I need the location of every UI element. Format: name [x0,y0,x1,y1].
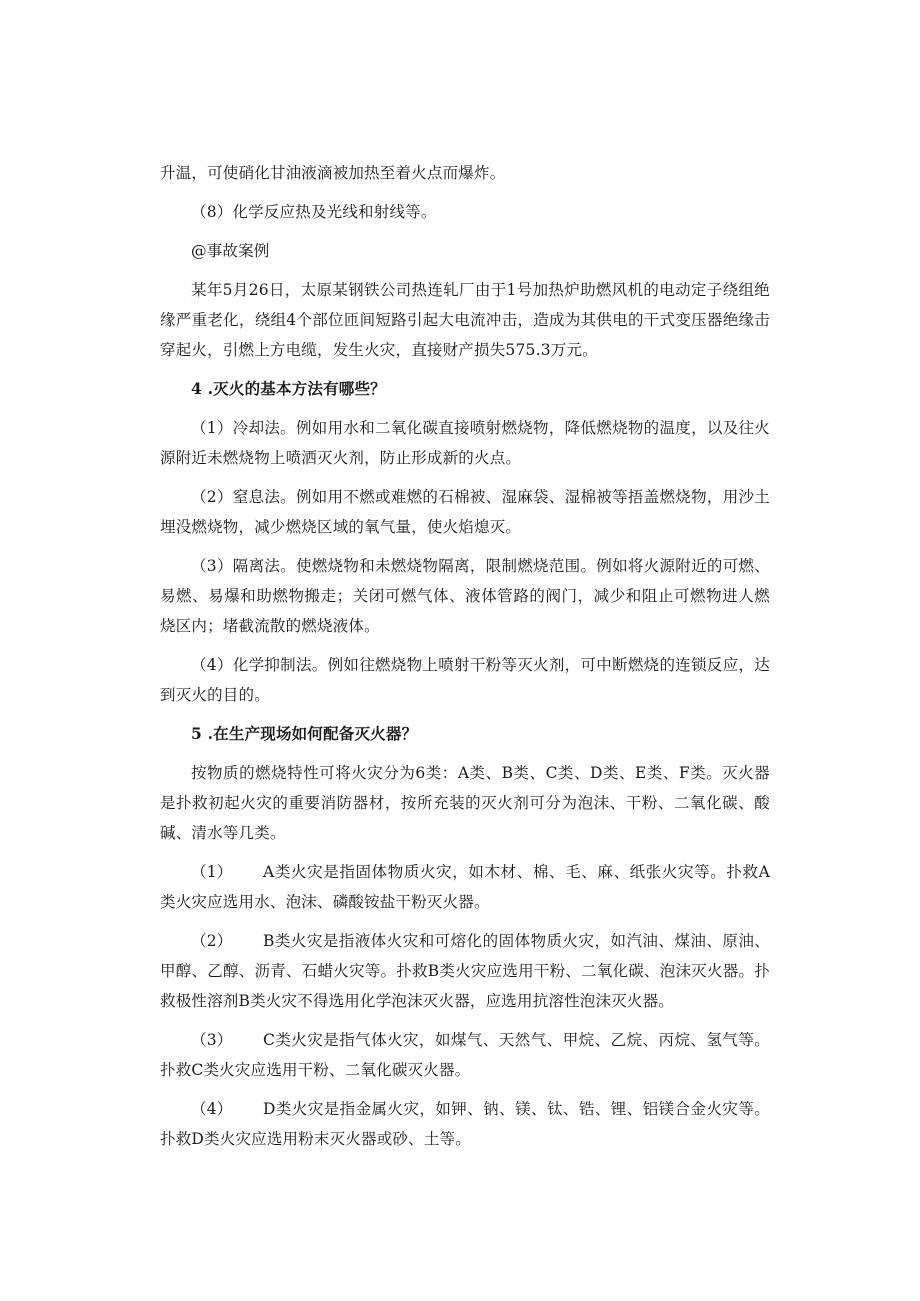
fire-class-b-number: （2） [191,932,233,950]
accident-case-text: 某年5月26日，太原某钢铁公司热连轧厂由于1号加热炉助燃风机的电动定子绕组绝缘严重老化，绕组4个部位匝间短路引起大电流冲击，造成为其供电的干式变压器绝缘击穿起火，引燃上方电缆，发生火灾，直接财产损失575.3万元。 [160,281,770,359]
fire-class-a-text: A类火灾是指固体物质火灾，如木材、棉、毛、麻、纸张火灾等。扑救A类火灾应选用水、泡沫、磷酸铵盐干粉灭火器。 [160,863,770,911]
fire-class-d [160,1094,770,1154]
fire-class-d-number: （4） [191,1100,233,1118]
paragraph-item-8: （8）化学反应热及光线和射线等。 [191,203,437,221]
fire-class-b-text: B类火灾是指液体火灾和可熔化的固体物质火灾，如汽油、煤油、原油、甲醇、乙醇、沥青、石蜡火灾等。扑救B类火灾应选用干粉、二氧化碳、泡沫灭火器。扑救极性溶剂B类火灾不得选用化学泡沫灭火器，应选用抗溶性泡沫灭火器。 [160,932,770,1010]
fire-class-a [160,857,770,917]
method-smothering: （2）窒息法。例如用不燃或难燃的石棉被、湿麻袋、湿棉被等捂盖燃烧物，用沙土埋没燃烧物，减少燃烧区域的氧气量，使火焰熄灭。 [160,488,770,536]
fire-class-a-number: （1） [191,863,233,881]
document-body [160,158,770,1154]
fire-class-b [160,926,770,1016]
fire-class-d-text: D类火灾是指金属火灾，如钾、钠、镁、钛、锆、锂、铝镁合金火灾等。扑救D类火灾应选用粉末灭火器或砂、土等。 [160,1100,770,1148]
fire-class-c-text: C类火灾是指气体火灾，如煤气、天然气、甲烷、乙烷、丙烷、氢气等。扑救C类火灾应选用干粉、二氧化碳灭火器。 [160,1031,770,1079]
fire-class-c-number: （3） [191,1031,233,1049]
fire-classes-intro: 按物质的燃烧特性可将火灾分为6类：A类、B类、C类、D类、E类、F类。灭火器是扑救初起火灾的重要消防器材，按所充装的灭火剂可分为泡沫、干粉、二氧化碳、酸碱、清水等几类。 [160,764,770,842]
method-chemical-suppression: （4）化学抑制法。例如往燃烧物上喷射干粉等灭火剂，可中断燃烧的连锁反应，达到灭火的目的。 [160,656,770,704]
section-heading-4: 4 .灭火的基本方法有哪些？ [191,379,386,398]
method-isolation: （3）隔离法。使燃烧物和未燃烧物隔离，限制燃烧范围。例如将火源附近的可燃、易燃、易爆和助燃物搬走；关闭可燃气体、液体管路的阀门，减少和阻止可燃物进人燃烧区内；堵截流散的燃烧液体。 [160,557,770,635]
fire-class-c [160,1025,770,1085]
section-heading-5: 5 .在生产现场如何配备灭火器？ [191,724,418,743]
method-cooling: （1）冷却法。例如用水和二氧化碳直接喷射燃烧物，降低燃烧物的温度，以及往火源附近未燃烧物上喷洒灭火剂，防止形成新的火点。 [160,419,770,467]
accident-case-label: @事故案例 [191,242,270,260]
paragraph-continuation: 升温，可使硝化甘油液滴被加热至着火点而爆炸。 [160,164,506,182]
